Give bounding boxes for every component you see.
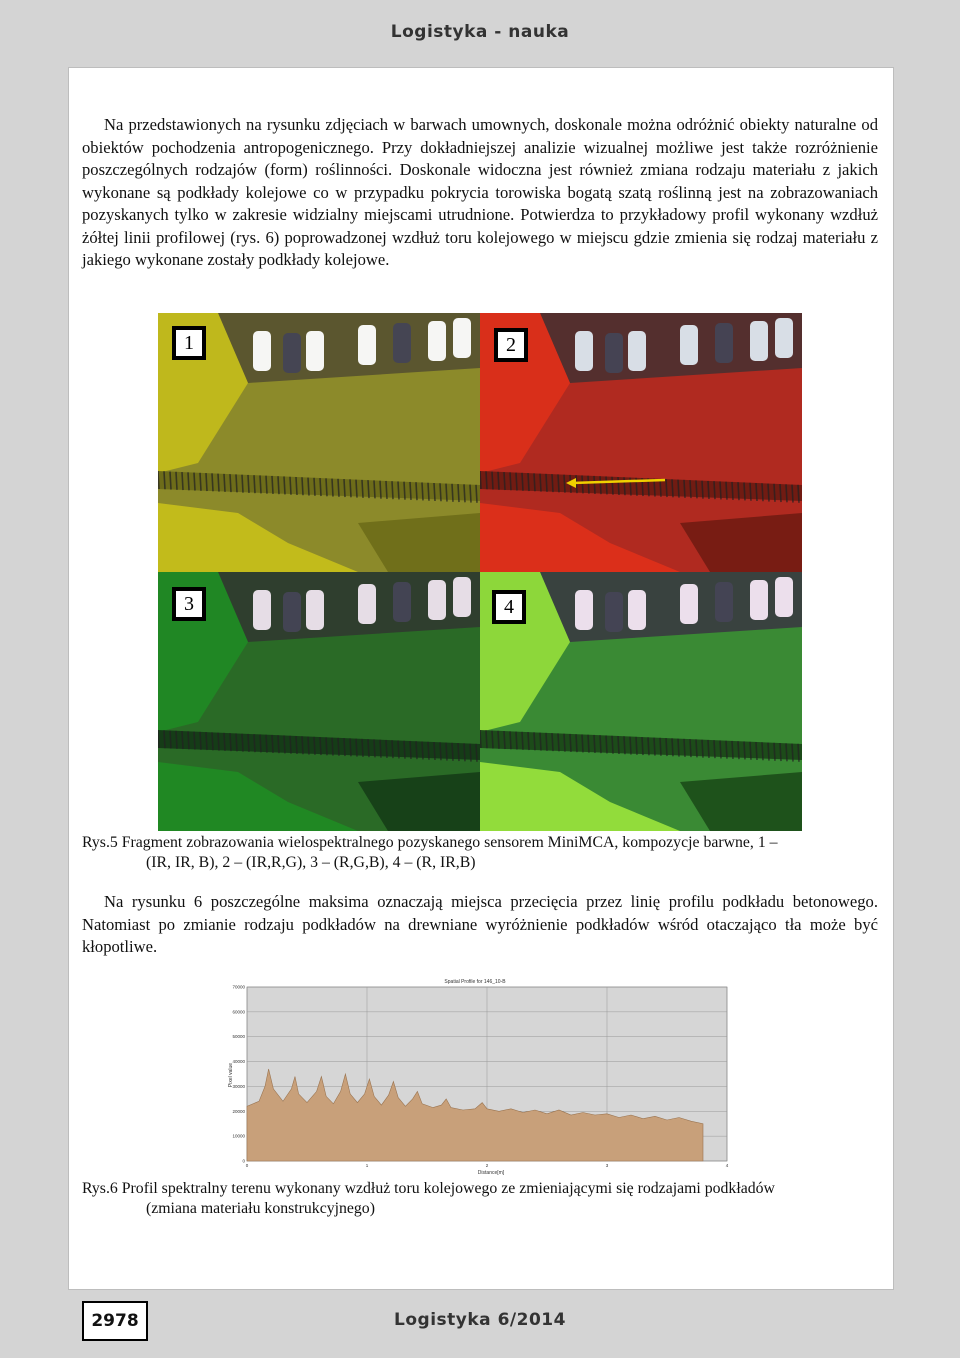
figure-5-panel-4: [480, 572, 802, 831]
car: [750, 580, 768, 620]
car: [283, 333, 301, 373]
panel-label-4: 4: [492, 590, 526, 624]
car: [575, 331, 593, 371]
paragraph-2: Na rysunku 6 poszczególne maksima oznaczają miejsca przecięcia przez linię profilu podkładu betonowego. Natomiast po zmianie rodzaju podkładów na drewniane wyróżnienie podkładów wśród otaczająco tła może być kłopotliwe.: [82, 892, 878, 956]
car: [453, 577, 471, 617]
panel-label-3: 3: [172, 587, 206, 621]
car: [715, 323, 733, 363]
spectral-profile-chart: [225, 975, 735, 1175]
paragraph-1: Na przedstawionych na rysunku zdjęciach w barwach umownych, doskonale można odróżnić obiekty naturalne od obiektów pochodzenia antropogenicznego. Przy dokładniejszej analizie wizualnej możliwe jest także rozróżnienie poszczególnych rodzajów (form) roślinności. Doskonale widoczna jest również zmiana rodzaju materiału z jakich wykonane są podkłady kolejowe co w przypadku pokrycia torowiska bogatą szatą roślinną jest na zobrazowaniach pozyskanych tylko w zakresie widzialny miejscami utrudnione. Potwierdza to przykładowy profil wykonany wzdłuż żółtej linii profilowej (rys. 6) poprowadzonej wzdłuż toru kolejowego w miejscu gdzie zmienia się rodzaj materiału z jakiego wykonane zostały podkłady kolejowe.: [82, 115, 878, 269]
chart-x-tick-label: 3: [605, 1163, 609, 1168]
figure-6-caption: [82, 1179, 882, 1219]
chart-y-axis-label: Pixel value: [228, 1062, 234, 1088]
chart-y-tick-label: 50000: [232, 1034, 245, 1040]
car: [358, 584, 376, 624]
car: [605, 592, 623, 632]
car: [306, 331, 324, 371]
aerial-image-2: [480, 313, 802, 572]
chart-x-tick-label: 4: [725, 1163, 729, 1168]
car: [453, 318, 471, 358]
car: [283, 592, 301, 632]
chart-y-tick-label: 0: [242, 1158, 245, 1164]
chart-y-tick-label: 20000: [232, 1108, 245, 1114]
panel-label-1: 1: [172, 326, 206, 360]
figure-5-panel-3: [158, 572, 480, 831]
car: [393, 582, 411, 622]
figure-5-caption-line-2: (IR, IR, B), 2 – (IR,R,G), 3 – (R,G,B), 4 – (R, IR,B): [146, 854, 476, 871]
panel-label-2: 2: [494, 328, 528, 362]
aerial-image-3: [158, 572, 480, 831]
chart-x-axis-label: Distance[m]: [477, 1170, 505, 1175]
figure-6-caption-line-2: (zmiana materiału konstrukcyjnego): [146, 1200, 375, 1217]
car: [775, 577, 793, 617]
running-footer: Logistyka 6/2014: [394, 1310, 566, 1330]
figure-5-panel-1: [158, 313, 480, 572]
aerial-image-4: [480, 572, 802, 831]
figure-5-caption-line-1: Rys.5 Fragment zobrazowania wielospektralnego pozyskanego sensorem MiniMCA, kompozycje barwne, 1 –: [82, 834, 778, 851]
car: [575, 590, 593, 630]
chart-y-tick-label: 30000: [232, 1083, 245, 1089]
figure-5-panel-2: [480, 313, 802, 572]
page-number: 2978: [82, 1301, 148, 1341]
car: [306, 590, 324, 630]
car: [428, 580, 446, 620]
chart-x-tick-label: 1: [365, 1163, 369, 1168]
figure-5: [158, 313, 802, 831]
car: [428, 321, 446, 361]
figure-6-caption-line-1: Rys.6 Profil spektralny terenu wykonany wzdłuż toru kolejowego ze zmieniającymi się rodzajami podkładów: [82, 1180, 775, 1197]
chart-title: Spatial Profile for 146_10-B: [444, 979, 506, 985]
car: [393, 323, 411, 363]
chart-y-tick-label: 70000: [232, 984, 245, 990]
car: [680, 325, 698, 365]
chart-y-tick-label: 40000: [232, 1059, 245, 1065]
running-header: Logistyka - nauka: [390, 22, 570, 42]
chart-y-tick-label: 10000: [232, 1133, 245, 1139]
car: [750, 321, 768, 361]
car: [628, 331, 646, 371]
car: [253, 331, 271, 371]
car: [605, 333, 623, 373]
car: [715, 582, 733, 622]
car: [775, 318, 793, 358]
car: [680, 584, 698, 624]
car: [628, 590, 646, 630]
chart-y-tick-label: 60000: [232, 1009, 245, 1015]
chart-x-tick-label: 0: [245, 1163, 249, 1168]
chart-x-tick-label: 2: [485, 1163, 489, 1168]
figure-5-caption: [82, 833, 882, 873]
aerial-image-1: [158, 313, 480, 572]
car: [358, 325, 376, 365]
car: [253, 590, 271, 630]
